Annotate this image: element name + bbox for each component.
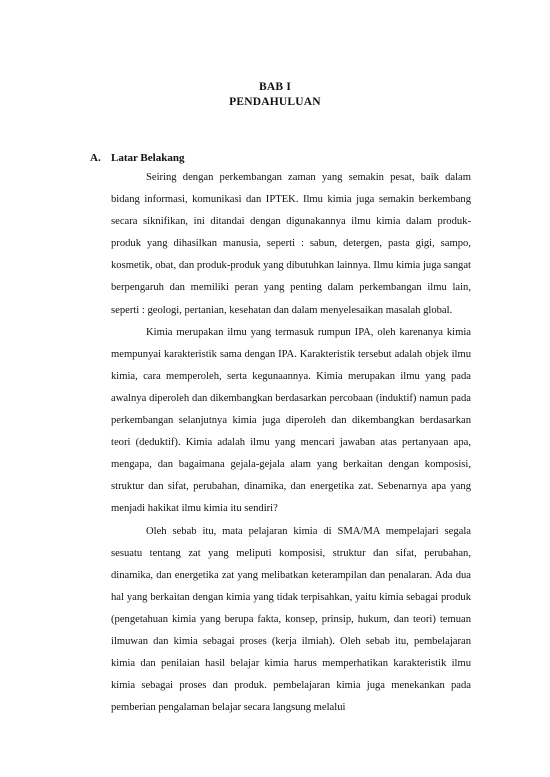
chapter-title: PENDAHULUAN xyxy=(229,96,321,108)
paragraph: Oleh sebab itu, mata pelajaran kimia di SMA/MA mempelajari segala sesuatu tentang zat yang meliputi komposisi, struktur dan sifat, perubahan, dinamika, dan energetika zat yang melibatkan keterampilan dan penalaran. Ada dua hal yang berkaitan dengan kimia yang tidak terpisahkan, yaitu kimia sebagai produk (pengetahuan kimia yang berupa fakta, konsep, prinsip, hukum, dan teori) temuan ilmuwan dan kimia sebagai proses (kerja ilmiah). Oleh sebab itu, pembelajaran kimia dan penilaian hasil belajar kimia harus memperhatikan karakteristik ilmu kimia sebagai proses dan produk. pembelajaran kimia juga menekankan pada pemberian pengalaman belajar secara langsung melalui xyxy=(111,525,471,714)
paragraph: Kimia merupakan ilmu yang termasuk rumpun IPA, oleh karenanya kimia mempunyai karakteristik sama dengan IPA. Karakteristik tersebut adalah objek ilmu kimia, cara memperoleh, serta kegunaannya. Kimia merupakan ilmu yang pada awalnya diperoleh dan dikembangkan berdasarkan percobaan (induktif) namun pada perkembangan selanjutnya kimia juga diperoleh dan dikembangkan berdasarkan teori (deduktif). Kimia adalah ilmu yang mencari jawaban atas pertanyaan apa, mengapa, dan bagaimana gejala-gejala alam yang berkaitan dengan komposisi, struktur dan sifat, perubahan, dinamika, dan energetika zat. Sebenarnya apa yang menjadi hakikat ilmu kimia itu sendiri? xyxy=(111,326,471,515)
section-title: Latar Belakang xyxy=(111,152,185,164)
section-heading xyxy=(90,152,184,164)
section-letter: A. xyxy=(90,152,101,164)
chapter-number: BAB I xyxy=(259,81,291,93)
body-text xyxy=(111,167,471,719)
paragraph: Seiring dengan perkembangan zaman yang semakin pesat, baik dalam bidang informasi, komunikasi dan IPTEK. Ilmu kimia juga semakin berkembang secara siknifikan, ini ditandai dengan digunakannya ilmu kimia dalam produk-produk yang dihasilkan manusia, seperti : sabun, detergen, pasta gigi, sampo, kosmetik, obat, dan produk-produk yang dibutuhkan lainnya. Ilmu kimia juga sangat berpengaruh dan memiliki peran yang penting dalam perkembangan ilmu lain, seperti : geologi, pertanian, kesehatan dan dalam menyelesaikan masalah global. xyxy=(111,172,471,316)
